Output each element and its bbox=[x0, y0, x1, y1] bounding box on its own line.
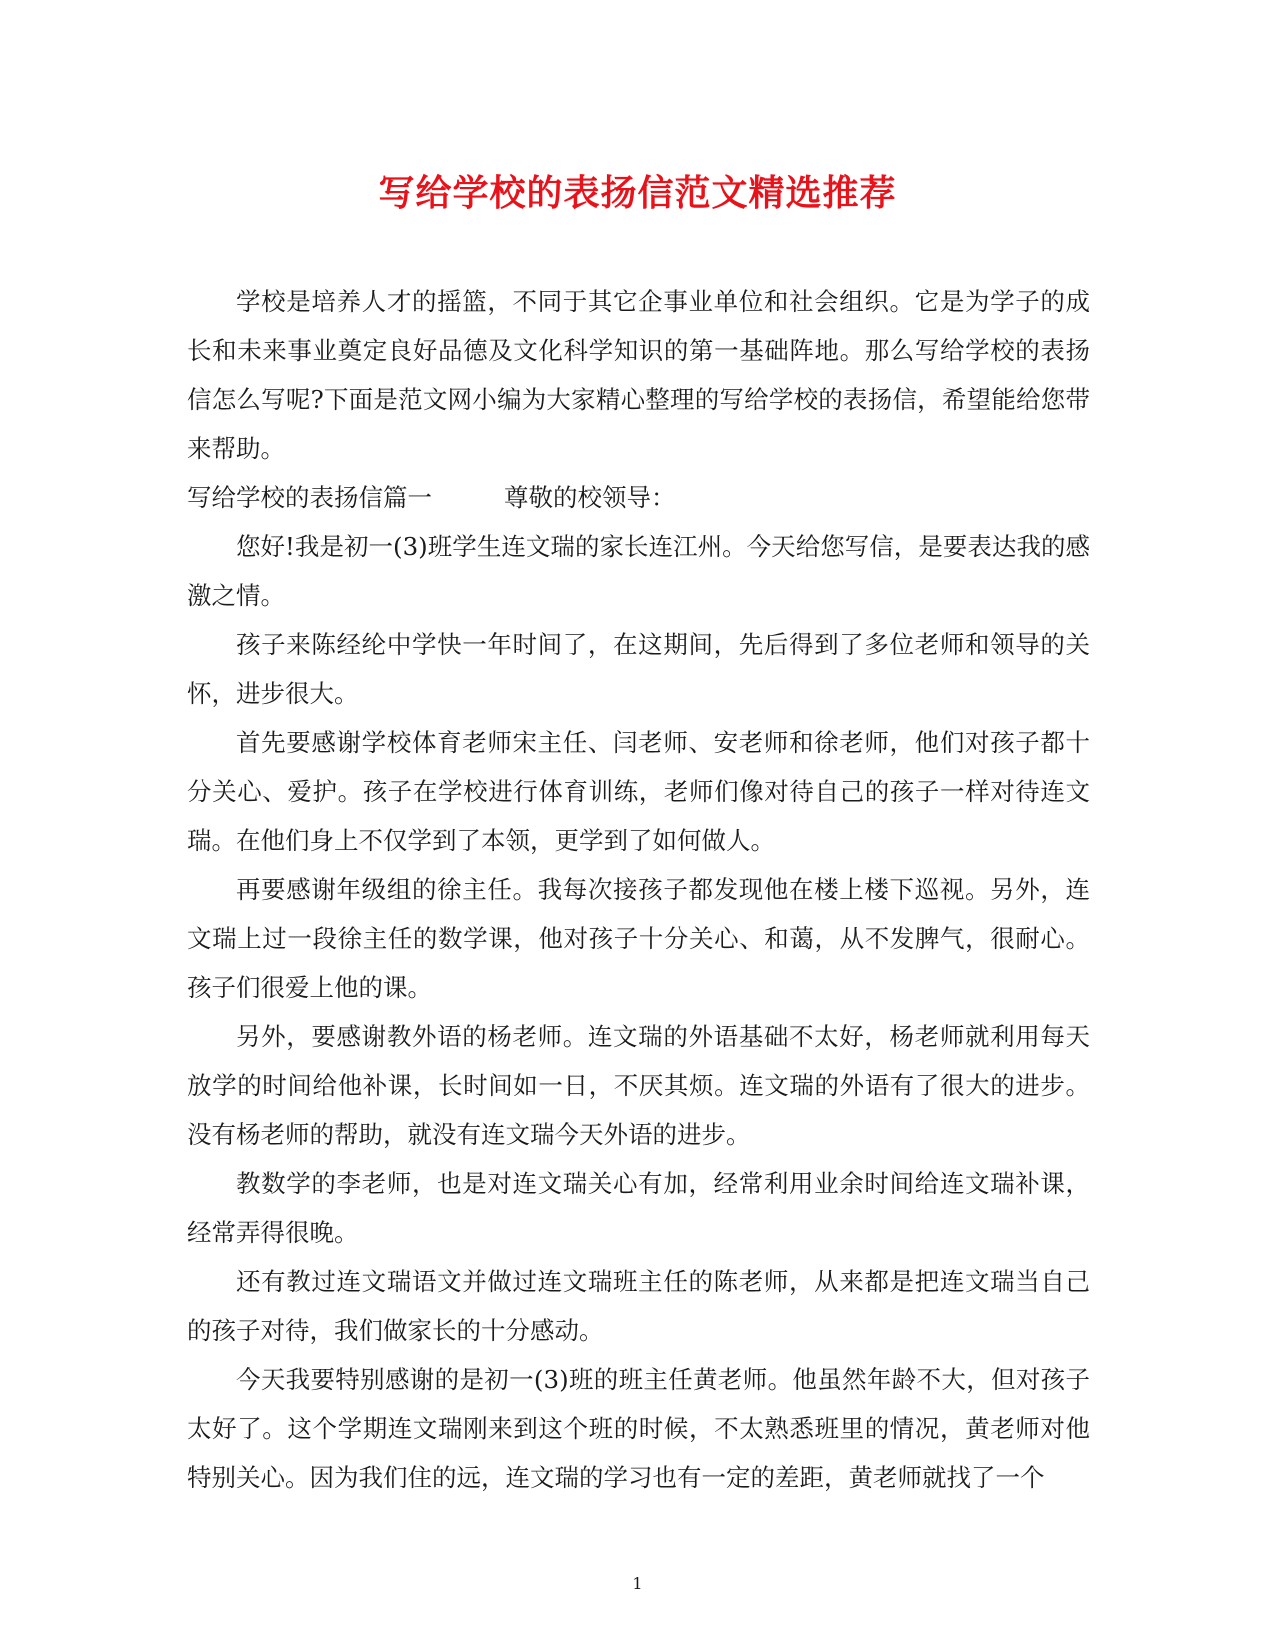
body-paragraph: 首先要感谢学校体育老师宋主任、闫老师、安老师和徐老师，他们对孩子都十分关心、爱护。孩子在学校进行体育训练，老师们像对待自己的孩子一样对待连文瑞。在他们身上不仅学到了本领，更学到了如何做人。 bbox=[187, 728, 1090, 855]
document-body bbox=[187, 277, 1090, 1502]
salutation: 尊敬的校领导： bbox=[504, 483, 676, 512]
body-paragraph: 另外，要感谢教外语的杨老师。连文瑞的外语基础不太好，杨老师就利用每天放学的时间给他补课，长时间如一日，不厌其烦。连文瑞的外语有了很大的进步。没有杨老师的帮助，就没有连文瑞今天外语的进步。 bbox=[187, 1022, 1090, 1149]
body-paragraph: 还有教过连文瑞语文并做过连文瑞班主任的陈老师，从来都是把连文瑞当自己的孩子对待，我们做家长的十分感动。 bbox=[187, 1267, 1090, 1345]
body-paragraph: 教数学的李老师，也是对连文瑞关心有加，经常利用业余时间给连文瑞补课，经常弄得很晚。 bbox=[187, 1169, 1090, 1247]
body-paragraph: 孩子来陈经纶中学快一年时间了，在这期间，先后得到了多位老师和领导的关怀，进步很大。 bbox=[187, 630, 1090, 708]
body-paragraph: 再要感谢年级组的徐主任。我每次接孩子都发现他在楼上楼下巡视。另外，连文瑞上过一段徐主任的数学课，他对孩子十分关心、和蔼，从不发脾气，很耐心。孩子们很爱上他的课。 bbox=[187, 875, 1090, 1002]
body-paragraph: 您好!我是初一(3)班学生连文瑞的家长连江州。今天给您写信，是要表达我的感激之情。 bbox=[187, 532, 1090, 610]
intro-paragraph: 学校是培养人才的摇篮，不同于其它企事业单位和社会组织。它是为学子的成长和未来事业奠定良好品德及文化科学知识的第一基础阵地。那么写给学校的表扬信怎么写呢?下面是范文网小编为大家精心整理的写给学校的表扬信，希望能给您带来帮助。 bbox=[187, 287, 1090, 463]
section-heading: 写给学校的表扬信篇一 bbox=[187, 483, 432, 512]
page-number: 1 bbox=[632, 1574, 643, 1593]
body-paragraph: 今天我要特别感谢的是初一(3)班的班主任黄老师。他虽然年龄不大，但对孩子太好了。这个学期连文瑞刚来到这个班的时候，不太熟悉班里的情况，黄老师对他特别关心。因为我们住的远，连文瑞的学习也有一定的差距，黄老师就找了一个 bbox=[187, 1365, 1090, 1492]
document-title: 写给学校的表扬信范文精选推荐 bbox=[378, 172, 897, 214]
section-heading-line bbox=[187, 473, 1090, 522]
